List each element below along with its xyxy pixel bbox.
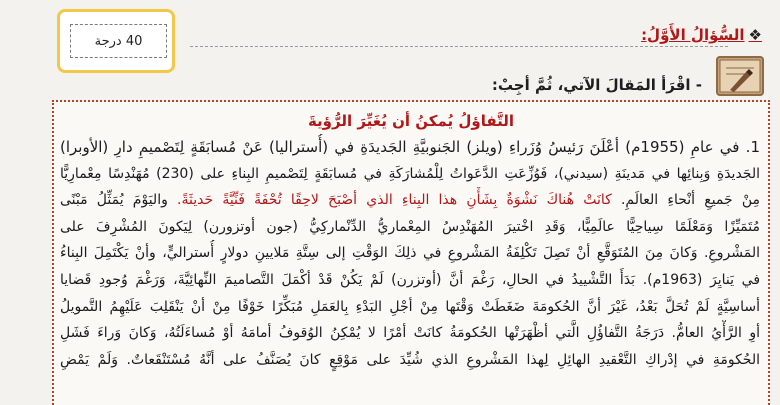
score-box (57, 9, 175, 73)
instruction-text: - اقْرَأ المَقالَ الآتي، ثُمَّ أجِبْ: (491, 76, 702, 94)
line-text: أساسِيَّةٍ لَمْ تُحَلَّ بَعْدُ، غَيْرَ أنَّ الحُكومَةَ ضَغَطَتْ وَقْتَها مِنْ أجْلِ البَدْءِ بِالعَمَلِ مُبَكِّرًا خَوْفًا مِنْ أنْ يَنْقَلِبَ عَلَيْهِمُ التَّمويلُ (60, 298, 760, 315)
line-text: الحُكومَةِ في إدْراكِ التَّعْقيدِ الهائِلِ لِهذا المَشْروعِ الذي شُيِّدَ على مَوْقِعٍ كانَ يُصَنَّفُ على أنَّهُ مُسْتَنْقَعاتٌ. وَلَمْ يَمْضِ (60, 351, 760, 368)
writing-hand-icon (716, 56, 764, 96)
article-line (60, 320, 760, 347)
question-title (641, 26, 762, 44)
line-text: المَشْروعِ. وَكانَ مِنَ المُتَوَقَّعِ أنْ تَصِلَ تَكْلِفَةُ المَشْروعِ في ذلِكَ الوَقْتِ إلى سِتَّةِ مَلايينِ دولارٍ أُستراليٍّ، وأنْ يَكْتَمِلَ البِناءُ (60, 245, 760, 262)
article-title: التَّفاؤلُ يُمكنُ أن يُغَيِّرَ الرُّؤيةَ (307, 112, 515, 130)
article-line (60, 240, 760, 267)
article-line (60, 187, 760, 214)
line-text: أوِ الرَّأْيُ العامُّ. دَرَجَةُ التَّفاؤُلِ الَّتي أظْهَرَتْها الحُكومَةُ كانَتْ أمْرًا لا يُمْكِنُ الوُقوفُ أمامَهُ أوْ مُساءَلَتُهُ، وَكانَ وَراءَ فَشَلِ (60, 325, 760, 342)
score-label: 40 درجة (70, 24, 167, 58)
article-body (60, 134, 760, 373)
line-highlight: كانَتْ هُناكَ نَشْوَةٌ بِشَأْنِ هذا البِناءِ الذي أصْبَحَ لاحِقًا تُحْفَةً فَنِّيَّةً حَديثَةً. (177, 192, 621, 209)
line-text: مِنْ جَميعِ أنْحاءِ العالَمِ. (620, 192, 760, 209)
article-line (60, 161, 760, 188)
article-line (60, 294, 760, 321)
article-box (52, 100, 770, 405)
line-text: 1. في عامِ (1955م) أعْلَنَ رَئيسُ وُزَراءِ (ويلز) الجَنوبيَّةِ الجَديدَةِ في (أُستراليا) عَنْ مُسابَقَةٍ لِتَصْميمِ دارِ (الأوبرا) (60, 138, 760, 156)
question-title-text: السُّؤالُ الأَوَّلُ: (641, 26, 745, 44)
article-line (60, 347, 760, 374)
line-text: في يَنايِرَ (1963م). بَدَأَ التَّشْييدُ في الحالِ، رَغْمَ أنَّ (أوتزرن) لَمْ يَكُنْ قَدْ أكْمَلَ التَّصاميمَ النِّهائِيَّةَ، وَرَغْمَ وُجودِ قَضايا (60, 271, 760, 288)
line-text: الجَديدَةِ وَبِنائِها في مَدينَةِ (سيدني)، فَوُزِّعَتِ الدَّعَواتُ لِلْمُشارَكَةِ في مُسابَقَةٍ لِتَصْميمِ البِناءِ على (230) مُهَنْدِسًا مِعْمارِيًّا (60, 165, 760, 182)
line-text-tail: واليَوْمَ يُمَثِّلُ مَبْنًى (60, 192, 178, 209)
article-line (60, 267, 760, 294)
header-divider (190, 46, 728, 47)
diamond-icon: ❖ (748, 26, 762, 44)
line-text: مُتَمَيِّزًا وَمَعْلَمًا سِياحِيًّا عالَمِيًّا، وَقَدِ اخْتيرَ المُهَنْدِسُ المِعْماريُّ الدِّنْماركِيُّ (جون أوتزورن) لِيَكونَ المُشْرِفَ على (60, 218, 760, 235)
article-line (60, 214, 760, 241)
article-line (60, 134, 760, 161)
